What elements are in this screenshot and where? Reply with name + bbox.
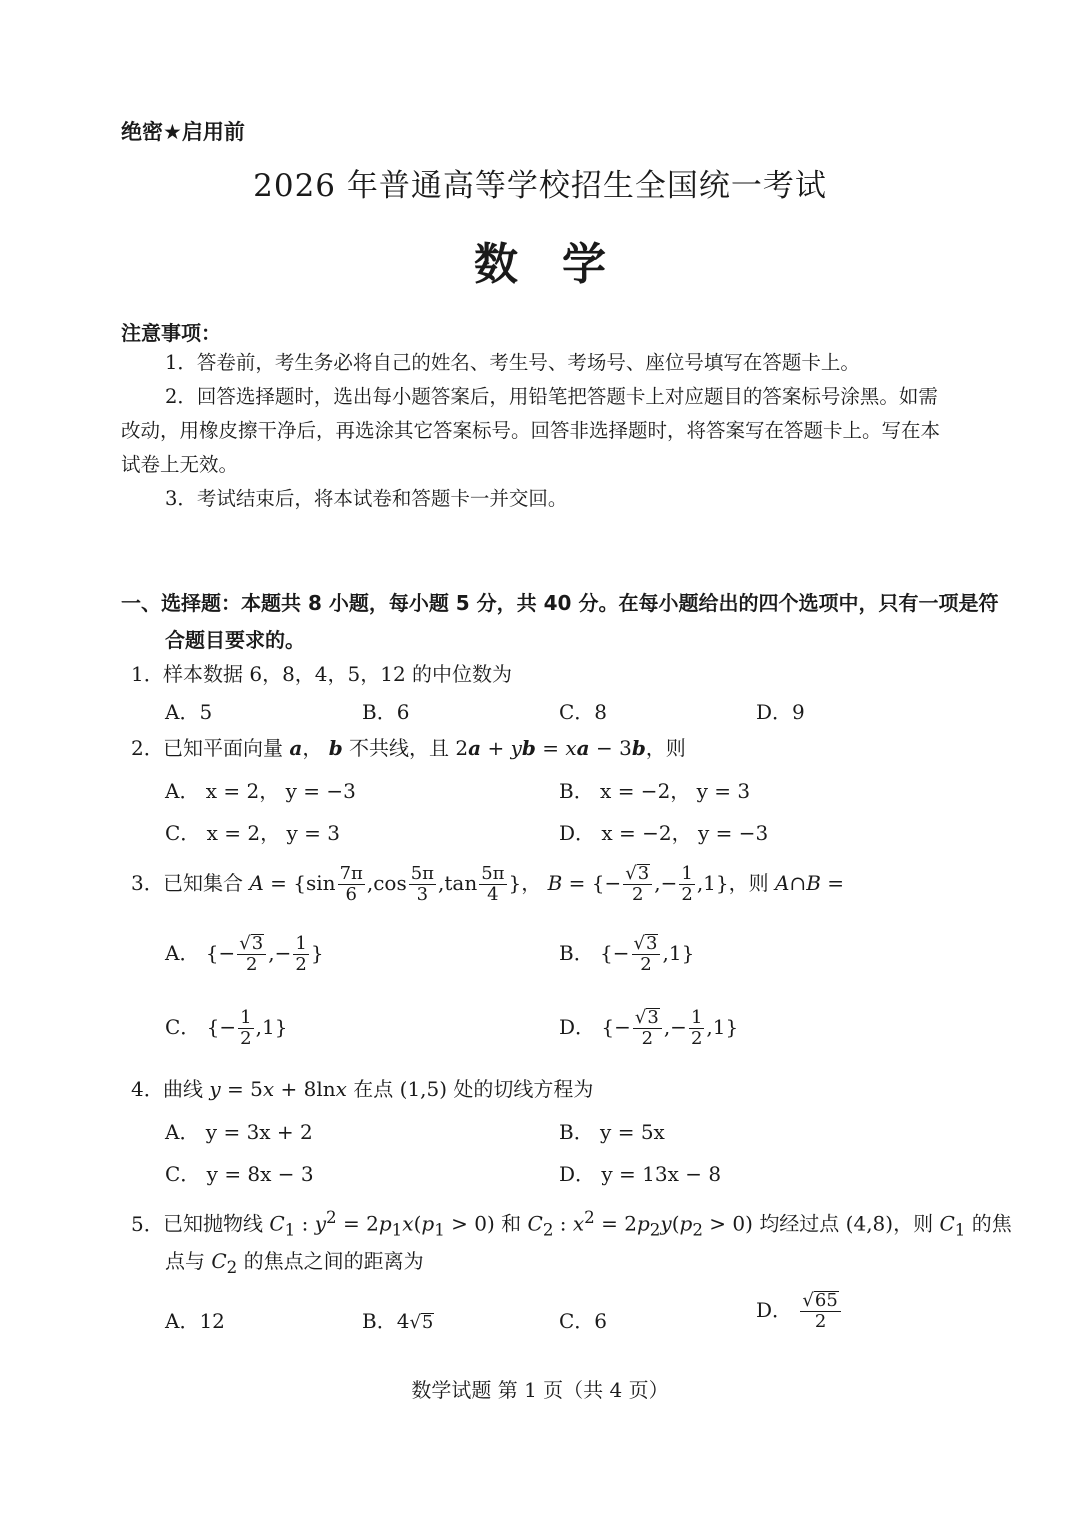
question-number: 3． xyxy=(131,871,164,895)
q5-option-a: A．12 xyxy=(165,1309,225,1333)
question-5-line-2: 点与 $C_2$ 的焦点之间的距离为 xyxy=(165,1249,424,1277)
notice-heading: 注意事项： xyxy=(121,321,221,345)
q2-option-b: B． x = −2， y = 3 xyxy=(559,779,751,803)
q2-option-a: A． x = 2， y = −3 xyxy=(165,779,356,803)
q1-option-c: C．8 xyxy=(559,700,608,724)
exam-title: 2026 年普通高等学校招生全国统一考试 xyxy=(253,168,827,204)
q3-option-a: A． {− √ 3 2 ,− $\frac{1}{2}$ } xyxy=(165,933,324,975)
question-number: 5． xyxy=(131,1211,164,1236)
question-stem-post: ，则 xyxy=(645,736,686,760)
q5-option-d: D． √ 65 2 xyxy=(756,1291,843,1332)
question-stem-mid: 在点 (1,5) 处的切线方程为 xyxy=(353,1077,594,1101)
q4-option-d: D． y = 13x − 8 xyxy=(559,1162,722,1186)
notice-item-3: 3．考试结束后，将本试卷和答题卡一并交回。 xyxy=(165,487,568,510)
question-number: 4． xyxy=(131,1077,164,1101)
q2-option-c: C． x = 2， y = 3 xyxy=(165,821,340,845)
q1-option-d: D．9 xyxy=(756,700,805,724)
subject-title: 数学 xyxy=(474,239,650,290)
notice-item-2: 2．回答选择题时，选出每小题答案后，用铅笔把答题卡上对应题目的答案标号涂黑。如需改动，用橡皮擦干净后，再选涂其它答案标号。回答非选择题时，将答案写在答题卡上。写在本试卷上无效。 xyxy=(121,385,941,476)
question-stem-pre: 已知集合 xyxy=(163,871,243,895)
q4-option-a: A． y = 3x + 2 xyxy=(165,1120,313,1144)
question-stem-mid: 不共线，且 xyxy=(349,736,450,760)
page-footer: 数学试题 第 1 页（共 4 页） xyxy=(411,1378,669,1402)
question-number: 2． xyxy=(131,736,164,760)
q4-option-b: B． y = 5x xyxy=(559,1120,665,1144)
question-number: 1． xyxy=(131,662,164,686)
secret-label: 绝密★启用前 xyxy=(121,120,245,144)
q3-option-c: C． {− $\frac{1}{2}$ ,1} xyxy=(165,1007,288,1049)
q3-option-b: B． {− √ 3 2 ,1} xyxy=(559,933,695,975)
question-5: 5．已知抛物线 $C_1$ : $y^2 = 2p_1x(p_1 > 0)$ 和 $C_2$ : $x^2 = 2p_2y(p_2 > 0)$ 均经过点 (4,8)，则 $C_1$ 的焦 xyxy=(131,1208,1012,1240)
q1-option-b: B．6 xyxy=(362,700,410,724)
q3-option-d: D． {− √ 3 2 ,− $\frac{1}{2}$ ,1} xyxy=(559,1007,739,1049)
q4-option-c: C． y = 8x − 3 xyxy=(165,1162,314,1186)
question-2: 2．已知平面向量 a， b 不共线，且 2a + yb = xa − 3b，则 xyxy=(131,733,686,763)
question-stem: 样本数据 6，8，4，5，12 的中位数为 xyxy=(163,662,513,686)
q5-option-b: B．4 √ 5 xyxy=(362,1309,434,1333)
q1-option-a: A．5 xyxy=(165,700,213,724)
question-stem-pre: 曲线 xyxy=(163,1077,203,1101)
q2-option-d: D． x = −2， y = −3 xyxy=(559,821,769,845)
q5-option-c: C．6 xyxy=(559,1309,608,1333)
question-stem-pre: 已知平面向量 xyxy=(163,736,283,760)
question-4: 4．曲线 y = 5x + 8lnx 在点 (1,5) 处的切线方程为 xyxy=(131,1074,593,1104)
question-1 xyxy=(131,659,512,689)
section-heading: 一、选择题：本题共 8 小题，每小题 5 分，共 40 分。在每小题给出的四个选项中，只有一项是符合题目要求的。 xyxy=(121,591,999,652)
question-stem-post: ，则 xyxy=(728,871,769,895)
question-3: 3．已知集合 A = {sin $\frac{7\pi}{6}$ ,cos $\frac{5\pi}{3}$ ,tan $\frac{5\pi}{4}$ }， B = {− √ 3 2 ,− $\frac{1}{2}$ ,1}，则 A∩B = xyxy=(131,863,845,905)
notice-item-1: 1．答卷前，考生务必将自己的姓名、考生号、考场号、座位号填写在答题卡上。 xyxy=(165,351,860,374)
